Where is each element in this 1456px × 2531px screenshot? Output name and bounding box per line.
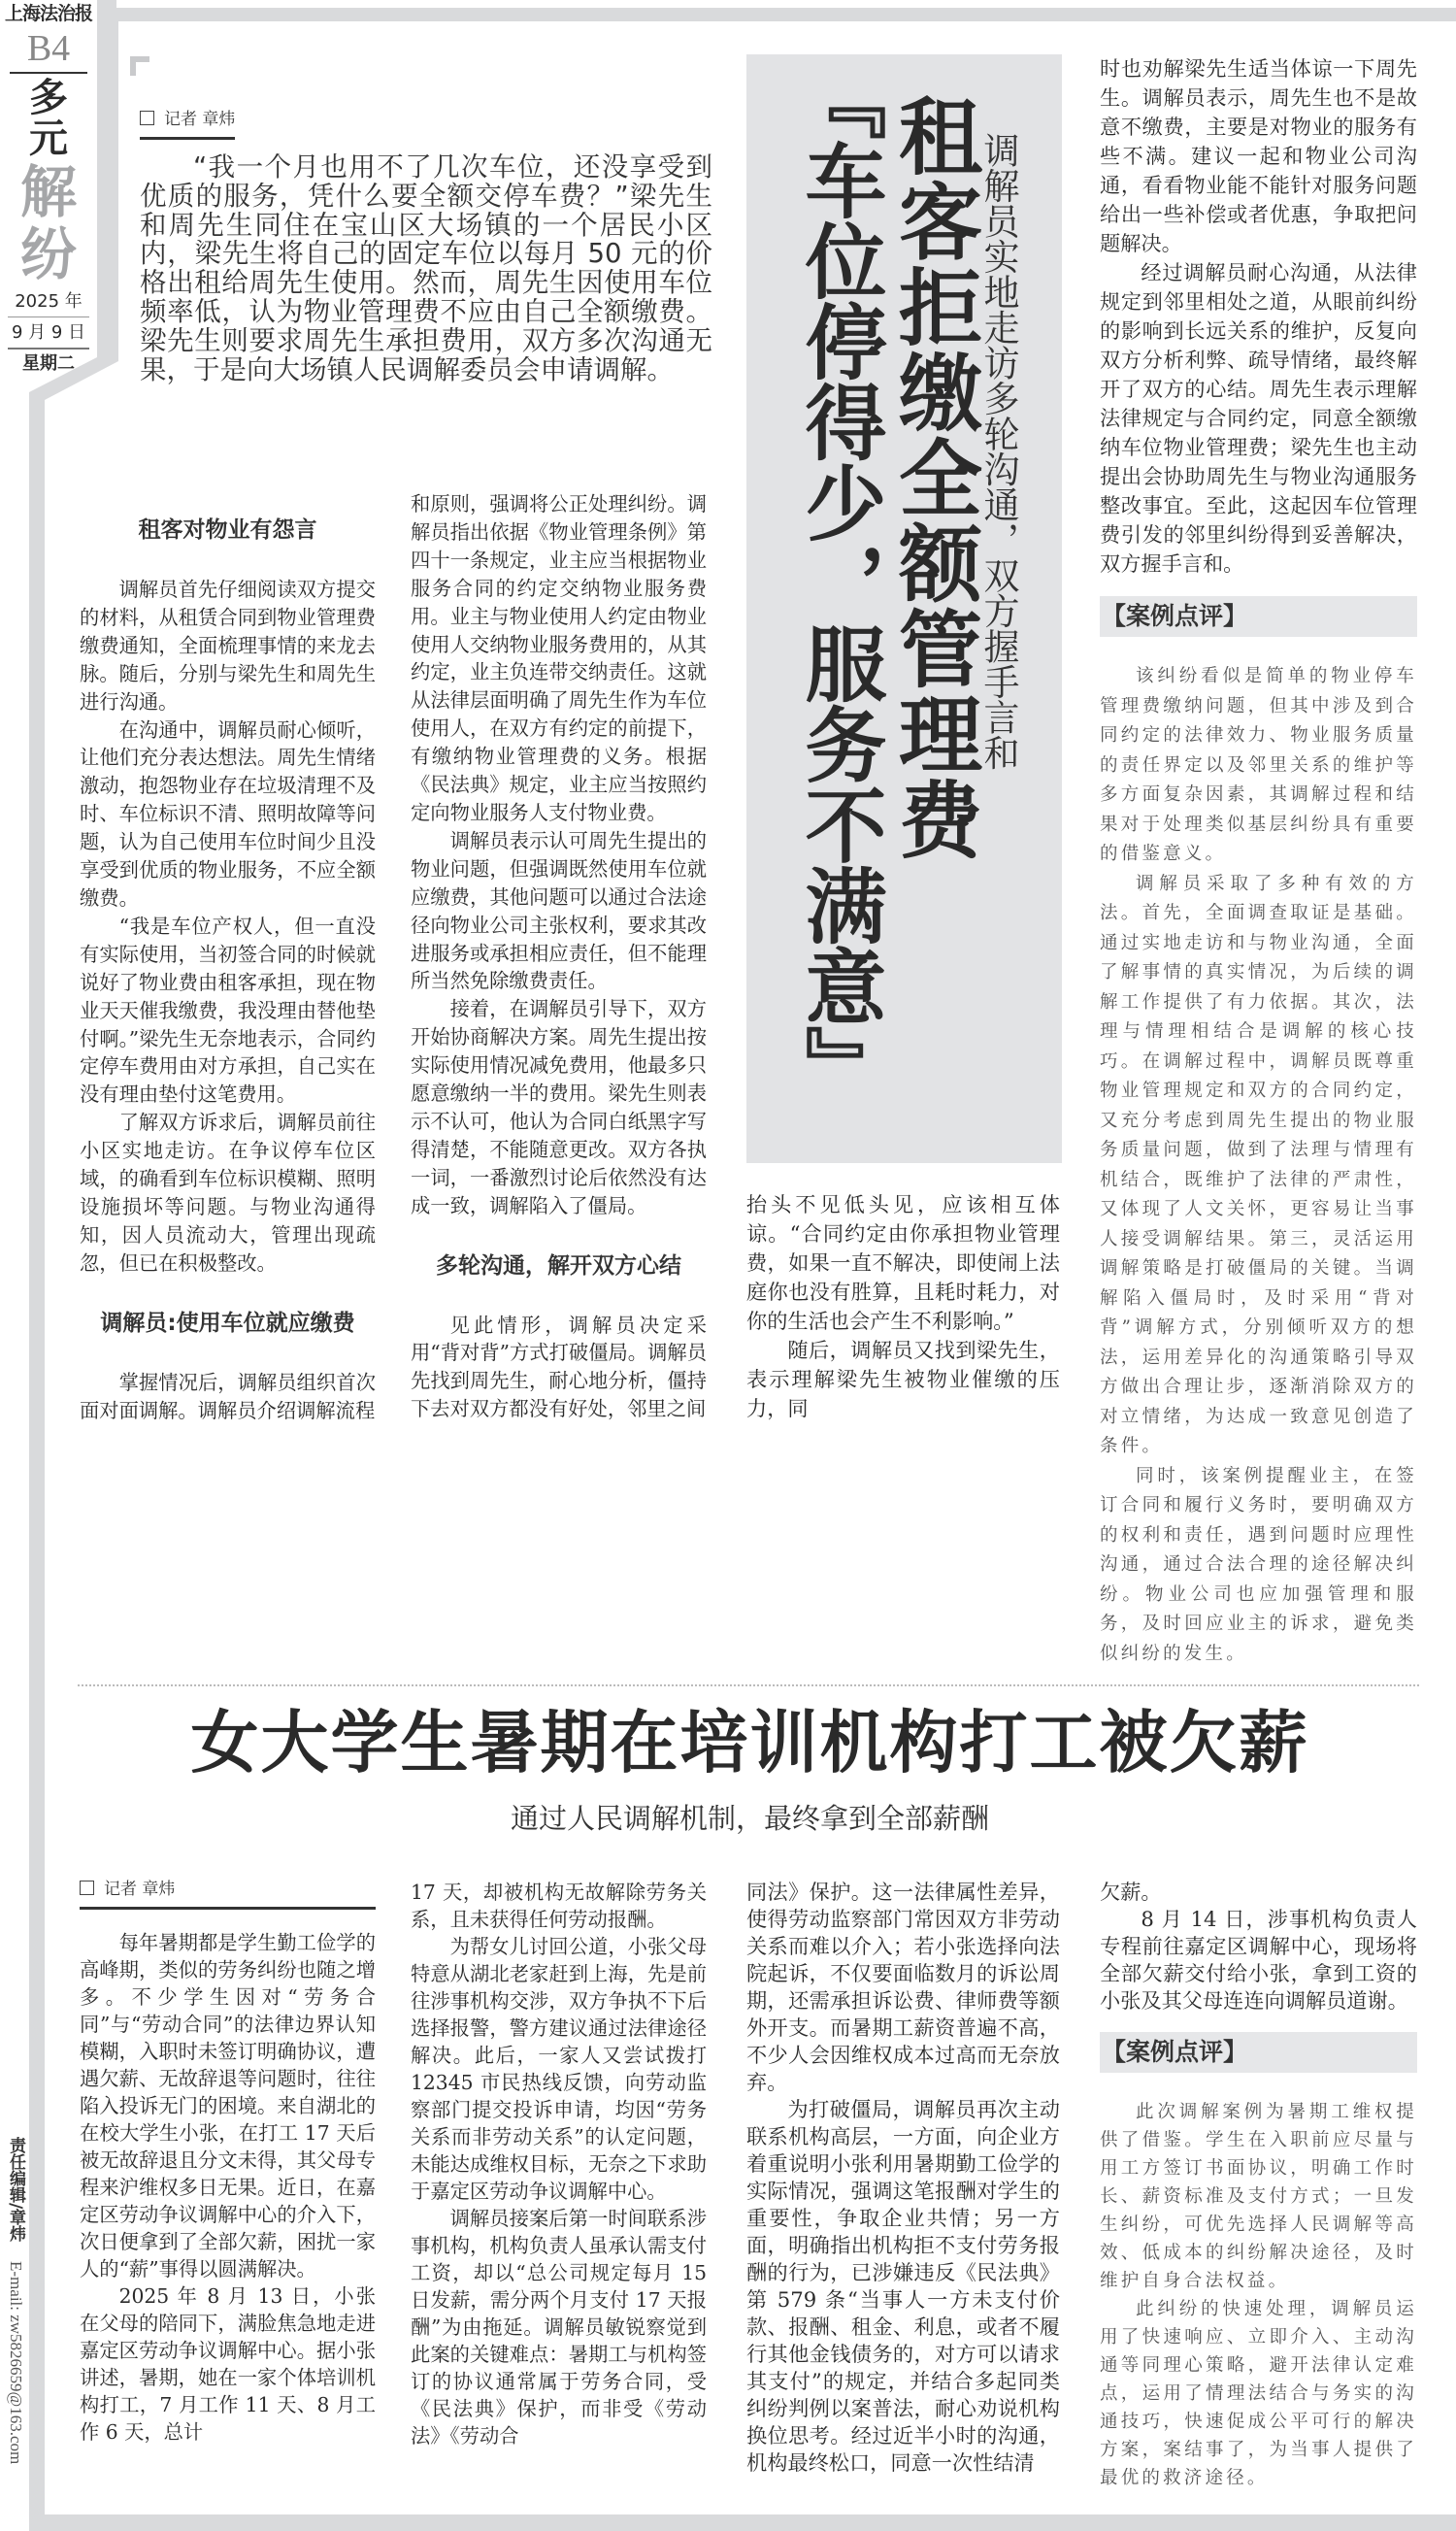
article2-column-1 [80, 1929, 376, 2446]
editor-name: 责任编辑/章炜 [6, 2137, 25, 2243]
section-heading: 多轮沟通，解开双方心结 [436, 1252, 681, 1279]
byline-text: 记者 章炜 [164, 110, 236, 129]
body-paragraph: 欠薪。 [1100, 1880, 1162, 1904]
body-paragraph: 每年暑期都是学生勤工俭学的高峰期，类似的劳务纠纷也随之增多。不少学生因对“劳务合同”与“劳动合同”的法律边界认知模糊，入职时未签订明确协议，遭遇欠薪、无故辞退等问题时，往往陷入投诉无门的困境。来自湖北的在校大学生小张，在打工 17 天后被无故辞退且分文未得，其父母专程来沪维权多日无果。近日，在嘉定区劳动争议调解中心的介入下，次日便拿到了全部欠薪，困扰一家人的“薪”事得以圆满解决。 [80, 1931, 376, 2281]
section-heading: 租客对物业有怨言 [138, 517, 317, 543]
body-paragraph: 在沟通中，调解员耐心倾听，让他们充分表达想法。周先生情绪激动，抱怨物业存在垃圾清理不及时、车位标识不清、照明故障等问题，认为自己使用车位时间少且没享受到优质的物业服务，不应全额缴费。 [80, 717, 376, 910]
body-paragraph: 2025 年 8 月 13 日，小张在父母的陪同下，满脸焦急地走进嘉定区劳动争议调解中心。据小张讲述，暑期，她在一家个体培训机构打工，7 月工作 11 天、8 月工作 6 天，总计 [80, 2284, 376, 2444]
section-char: 元 [29, 117, 68, 161]
section-calligraphy [0, 161, 97, 285]
body-paragraph: “我是车位产权人，但一直没有实际使用，当初签合同的时候就说好了物业费由租客承担，现在物业天天催我缴费，我没理由替他垫付啊。”梁先生无奈地表示，合同约定停车费用由对方承担，自己实在没有理由垫付这笔费用。 [80, 914, 376, 1107]
calligraphy-char: 纷 [19, 221, 77, 287]
article2-column-2 [411, 1879, 707, 2449]
calligraphy-char: 解 [19, 159, 77, 225]
section-heading: 调解员:使用车位就应缴费 [100, 1310, 355, 1336]
corner-bracket [130, 56, 149, 76]
editor-credit [4, 2137, 28, 2464]
body-paragraph: 17 天，却被机构无故解除劳务关系，且未获得任何劳动报酬。 [411, 1881, 707, 1931]
article2-byline-wrap [80, 1875, 376, 1910]
body-paragraph: 8 月 14 日，涉事机构负责人专程前往嘉定区调解中心，现场将全部欠薪交付给小张，拿到工资的小张及其父母连连向调解员道谢。 [1100, 1907, 1417, 2013]
byline-text: 记者 章炜 [104, 1880, 176, 1899]
article1-column-1 [80, 500, 376, 1424]
issue-year: 2025 年 [15, 291, 83, 312]
case-review-paragraph: 该纠纷看似是简单的物业停车管理费缴纳问题，但其中涉及到合同约定的法律效力、物业服务质量的责任界定以及邻里关系的维护等多方面复杂因素，其调解过程和结果对于处理类似基层纠纷具有重要的借鉴意义。 [1100, 666, 1417, 864]
case-review-paragraph: 此次调解案例为暑期工维权提供了借鉴。学生在入职前应尽量与用工方签订书面协议，明确工作时长、薪资标准及支付方式；一旦发生纠纷，可优先选择人民调解等高效、低成本的纠纷解决途径，及时维护自身合法权益。 [1100, 2102, 1417, 2291]
square-icon [140, 111, 154, 125]
article1-headline: 租客拒缴全额管理费 [884, 93, 982, 862]
article2-subtitle: 通过人民调解机制，最终拿到全部薪酬 [510, 1802, 989, 1835]
body-paragraph: 同法》保护。这一法律属性差异，使得劳动监察部门常因双方非劳动关系而难以介入；若小张选择向法院起诉，不仅要面临数月的诉讼周期，还需承担诉讼费、律师费等额外开支。而暑期工薪资普遍不高，不少人会因维权成本过高而无奈放弃。 [746, 1880, 1060, 2094]
paper-name: 上海法治报 [4, 3, 92, 24]
article2-column-3 [746, 1879, 1060, 2477]
body-paragraph: 见此情形，调解员决定采用“背对背”方式打破僵局。调解员先找到周先生，耐心地分析，僵持下去对双方都没有好处，邻里之间 [411, 1313, 707, 1421]
section-char: 多 [29, 76, 68, 120]
article1-intro [140, 105, 712, 384]
body-paragraph: 调解员接案后第一时间联系涉事机构，机构负责人虽承认需支付工资，却以“总公司规定每月 15 日发薪，需分两个月支付 17 天报酬”为由拖延。调解员敏锐察觉到此案的关键难点：暑期工与机构签订的协议通常属于劳务合同，受《民法典》保护，而非受《劳动法》《劳动合 [411, 2207, 707, 2448]
body-paragraph: 时也劝解梁先生适当体谅一下周先生。调解员表示，周先生也不是故意不缴费，主要是对物业的服务有些不满。建议一起和物业公司沟通，看看物业能不能针对服务问题给出一些补偿或者优惠，争取把问题解决。 [1100, 56, 1417, 255]
article1-column-2 [411, 490, 707, 1423]
date-rule [8, 316, 89, 317]
case-review-label: 【案例点评】 [1100, 596, 1417, 637]
body-paragraph: 和原则，强调将公正处理纠纷。调解员指出依据《物业管理条例》第四十一条规定，业主应当根据物业服务合同的约定交纳物业服务费用。业主与物业使用人约定由物业使用人交纳物业服务费用的，从其约定，业主负连带交纳责任。这就从法律层面明确了周先生作为车位使用人，在双方有约定的前提下，有缴纳物业管理费的义务。根据《民法典》规定，业主应当按照约定向物业服务人支付物业费。 [411, 492, 707, 824]
body-paragraph: 调解员表示认可周先生提出的物业问题，但强调既然使用车位就应缴费，其他问题可以通过合法途径向物业公司主张权利，要求其改进服务或承担相应责任，但不能理所当然免除缴费责任。 [411, 828, 707, 993]
masthead-rule [10, 72, 87, 74]
article1-column-4 [1100, 54, 1417, 1669]
article1-byline [140, 105, 235, 140]
article1-headline-box [746, 54, 1062, 1163]
article2-byline [80, 1875, 376, 1910]
body-paragraph: 随后，调解员又找到梁先生，表示理解梁先生被物业催缴的压力，同 [746, 1338, 1060, 1420]
body-paragraph: 调解员首先仔细阅读双方提交的材料，从租赁合同到物业管理费缴费通知，全面梳理事情的来龙去脉。随后，分别与梁先生和周先生进行沟通。 [80, 578, 376, 714]
body-paragraph: 掌握情况后，调解员组织首次面对面调解。调解员介绍调解流程 [80, 1370, 376, 1422]
case-review-label: 【案例点评】 [1100, 2032, 1417, 2073]
body-paragraph: 经过调解员耐心沟通，从法律规定到邻里相处之道，从眼前纠纷的影响到长远关系的维护，反复向双方分析利弊、疏导情绪，最终解开了双方的心结。周先生表示理解法律规定与合同约定，同意全额缴纳车位物业管理费；梁先生也主动提出会协助周先生与物业沟通服务整改事宜。至此，这起因车位管理费引发的邻里纠纷得到妥善解决，双方握手言和。 [1100, 260, 1417, 576]
body-paragraph: 为打破僵局，调解员再次主动联系机构高层，一方面，向企业方着重说明小张利用暑期勤工俭学的实际情况，强调这笔报酬对学生的重要性，争取企业共情；另一方面，明确指出机构拒不支付劳务报酬的行为，已涉嫌违反《民法典》第 579 条“当事人一方未支付价款、报酬、租金、利息，或者不履行其他金钱债务的，对方可以请求其支付”的规定，并结合多起同类纠纷判例以案普法，耐心劝说机构换位思考。经过近半小时的沟通，机构最终松口，同意一次性结清 [746, 2097, 1060, 2475]
intro-paragraph: “我一个月也用不了几次车位，还没享受到优质的服务，凭什么要全额交停车费？”梁先生和周先生同住在宝山区大场镇的一个居民小区内，梁先生将自己的固定车位以每月 50 元的价格出租给周先生使用。然而，周先生因使用车位频率低，认为物业管理费不应由自己全额缴费。梁先生则要求周先生承担费用，双方多次沟通无果，于是向大场镇人民调解委员会申请调解。 [140, 151, 712, 385]
case-review-paragraph: 同时，该案例提醒业主，在签订合同和履行义务时，要明确双方的权利和责任，遇到问题时应理性沟通，通过合法合理的途径解决纠纷。物业公司也应加强管理和服务，及时回应业主的诉求，避免类似纠纷的发生。 [1100, 1465, 1417, 1664]
body-paragraph: 接着，在调解员引导下，双方开始协商解决方案。周先生提出按实际使用情况减免费用，他最多只愿意缴纳一半的费用。梁先生则表示不认可，他认为合同白纸黑字写得清楚，不能随意更改。双方各执一词，一番激烈讨论后依然没有达成一致，调解陷入了僵局。 [411, 997, 707, 1217]
case-review-paragraph: 此纠纷的快速处理，调解员运用了快速响应、立即介入、主动沟通等同理心策略，避开法律认定难点，运用了情理法结合与务实的沟通技巧，快速促成公平可行的解决方案，案结事了，为当事人提供了最优的救济途径。 [1100, 2299, 1417, 2488]
body-paragraph: 抬头不见低头见，应该相互体谅。“合同约定由你承担物业管理费，如果一直不解决，即使闹上法庭你也没有胜算，且耗时耗力，对你的生活也会产生不利影响。” [746, 1192, 1060, 1333]
section-title [0, 78, 97, 159]
article1-headline-quote: 『车位停得少，服务不满意』 [792, 58, 888, 1106]
article2-headline: 女大学生暑期在培训机构打工被欠薪 [190, 1702, 1309, 1782]
editor-email: E-mail: zw5826659@163.com [7, 2260, 25, 2464]
square-icon [80, 1881, 94, 1895]
article2-column-4 [1100, 1879, 1417, 2492]
body-paragraph: 了解双方诉求后，调解员前往小区实地走访。在争议停车位区域，的确看到车位标识模糊、照明设施损坏等问题。与物业沟通得知，因人员流动大，管理出现疏忽，但已在积极整改。 [80, 1111, 376, 1275]
date-rule [8, 348, 89, 350]
article-divider [78, 1684, 1419, 1686]
issue-date: 9 月 9 日 [11, 322, 86, 343]
issue-weekday: 星期二 [22, 353, 75, 374]
article1-column-3 [746, 1190, 1060, 1423]
case-review-paragraph: 调解员采取了多种有效的方法。首先，全面调查取证是基础。通过实地走访和与物业沟通，全面了解事情的真实情况，为后续的调解工作提供了有力依据。其次，法理与情理相结合是调解的核心技巧。在调解过程中，调解员既尊重物业管理规定和双方的合同约定，又充分考虑到周先生提出的物业服务质量问题，做到了法理与情理有机结合，既维护了法律的严肃性，又体现了人文关怀，更容易让当事人接受调解结果。第三，灵活运用调解策略是打破僵局的关键。当调解陷入僵局时，及时采用“背对背”调解方式，分别倾听双方的想法，运用差异化的沟通策略引导双方做出合理让步，逐渐消除双方的对立情绪，为达成一致意见创造了条件。 [1100, 873, 1417, 1456]
article1-subtitle: 调解员实地走访多轮沟通，双方握手言和 [977, 132, 1019, 770]
body-paragraph: 为帮女儿讨回公道，小张父母特意从湖北老家赶到上海，先是前往涉事机构交涉，双方争执不下后选择报警，警方建议通过法律途径解决。此后，一家人又尝试拨打 12345 市民热线反馈，向劳动监察部门提交投诉申请，均因“劳务关系而非劳动关系”的认定问题，未能达成维权目标，无奈之下求助于嘉定区劳动争议调解中心。 [411, 1935, 707, 2203]
page-number: B4 [26, 28, 71, 69]
